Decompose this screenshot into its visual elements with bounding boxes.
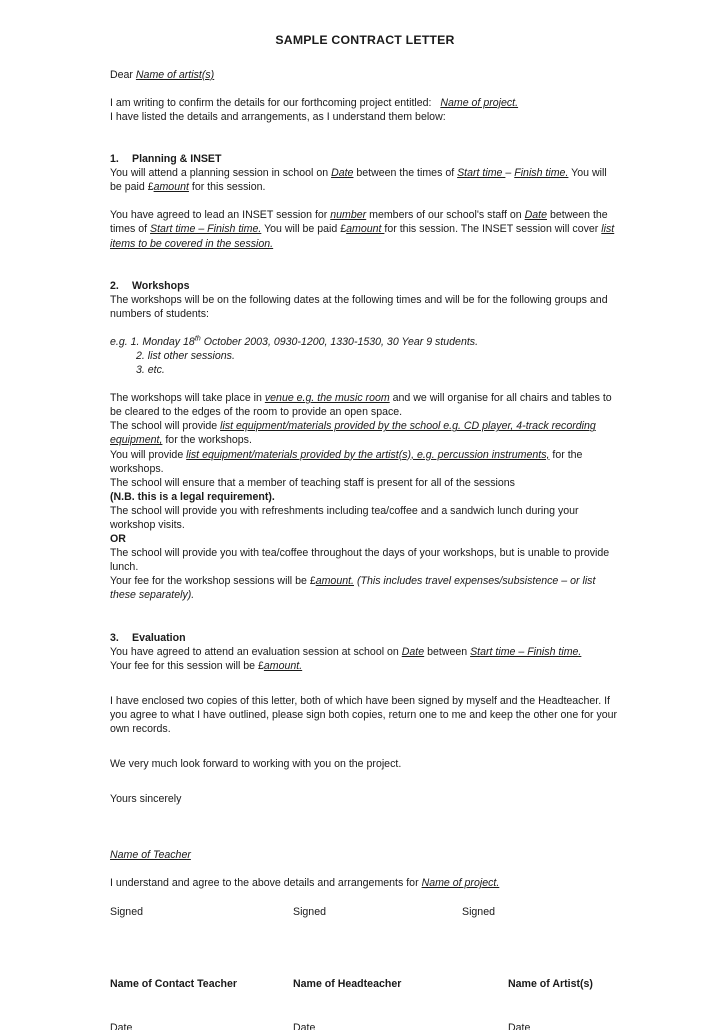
project-name-placeholder: Name of project. xyxy=(440,96,519,109)
intro-line-1 xyxy=(110,96,620,110)
date-label-headteacher: Date xyxy=(293,1021,316,1030)
enclosure-paragraph: I have enclosed two copies of this letter, both of which have been signed by myself and the Headteacher. If you agree to what I have outlined, please sign both copies, return one to me and keep the other one for your own records. xyxy=(110,694,618,736)
section-1-title: Planning & INSET xyxy=(132,153,222,166)
legal-requirement-note: (N.B. this is a legal requirement). xyxy=(110,490,275,503)
signed-labels-row xyxy=(110,905,620,921)
inset-times-placeholder: Start time – Finish time. xyxy=(150,223,262,236)
section-3-title: Evaluation xyxy=(132,631,186,644)
date-label-artist: Date xyxy=(508,1021,531,1030)
section-1-paragraph-2 xyxy=(110,208,620,250)
s3-p1-b: between xyxy=(424,645,471,658)
agreement-a: I understand and agree to the above details and arrangements for xyxy=(110,877,422,890)
artist-equipment-placeholder: list equipment/materials provided by the artist(s), e.g. percussion instruments, xyxy=(186,448,550,461)
signed-label-headteacher: Signed xyxy=(293,905,326,918)
artist-equipment-paragraph xyxy=(110,448,620,476)
signed-label-artist: Signed xyxy=(462,905,495,918)
signatory-names-row xyxy=(110,977,620,993)
s1-p1-a: You will attend a planning session in school on xyxy=(110,167,332,180)
agreement-line xyxy=(110,876,620,890)
s1-p1-dash: – xyxy=(505,167,515,180)
section-2-heading xyxy=(110,279,620,293)
salutation xyxy=(110,68,620,82)
s1-p1-b: between the times of xyxy=(353,167,458,180)
refreshments-option-1: The school will provide you with refreshments including tea/coffee and a sandwich lunch during your workshop visits. xyxy=(110,504,579,531)
section-3-number: 3. xyxy=(110,631,119,644)
signed-label-contact-teacher: Signed xyxy=(110,905,143,918)
school-equip-a: The school will provide xyxy=(110,420,221,433)
eg-1-b: October 2003, 0930-1200, 1330-1530, 30 Year 9 students. xyxy=(200,335,479,348)
s1-p1-d: for this session. xyxy=(188,181,266,194)
or-label: OR xyxy=(110,533,126,546)
evaluation-date-placeholder: Date xyxy=(401,645,425,658)
finish-time-placeholder: Finish time. xyxy=(514,167,569,180)
school-equip-b: for the workshops. xyxy=(162,434,252,447)
amount-placeholder: amount xyxy=(153,181,189,194)
workshop-fee-placeholder: amount. xyxy=(315,575,354,588)
venue-a: The workshops will take place in xyxy=(110,392,265,405)
date-label-contact-teacher: Date xyxy=(110,1021,133,1030)
venue-paragraph xyxy=(110,391,620,419)
inset-amount-placeholder: amount xyxy=(346,223,385,236)
teacher-name-placeholder: Name of Teacher xyxy=(110,849,191,862)
artist-equip-b: for the workshops. xyxy=(110,448,583,475)
section-2-title: Workshops xyxy=(132,279,190,292)
section-1-number: 1. xyxy=(110,153,119,166)
page-title: SAMPLE CONTRACT LETTER xyxy=(275,33,455,47)
s1-p1-c: You will be paid £ xyxy=(110,167,607,194)
s3-p1-a: You have agreed to attend an evaluation session at school on xyxy=(110,645,402,658)
agreement-project-placeholder: Name of project. xyxy=(421,877,500,890)
venue-placeholder: venue e.g. the music room xyxy=(264,392,390,405)
inset-items-placeholder: list items to be covered in the session. xyxy=(110,223,615,250)
refreshments-option-2: The school will provide you with tea/coffee throughout the days of your workshops, but is unable to provide lunch. xyxy=(110,547,610,574)
evaluation-fee-line xyxy=(110,659,620,673)
evaluation-fee-placeholder: amount. xyxy=(263,659,303,672)
sign-off: Yours sincerely xyxy=(110,793,182,806)
staff-presence-line: The school will ensure that a member of teaching staff is present for all of the sessions xyxy=(110,476,515,489)
evaluation-times-placeholder: Start time – Finish time. xyxy=(470,645,582,658)
section-1-heading xyxy=(110,152,620,166)
section-2-intro: The workshops will be on the following dates at the following times and will be for the following groups and numbers of students: xyxy=(110,293,608,320)
ordinal-suffix: th xyxy=(194,333,201,343)
example-session-2: 2. list other sessions. xyxy=(136,349,235,362)
venue-b: and we will organise for all chairs and tables to be cleared to the edges of the room to provide an open space. xyxy=(110,392,612,419)
salutation-prefix: Dear xyxy=(110,68,136,81)
s1-p2-d: You will be paid £ xyxy=(261,223,347,236)
section-2-number: 2. xyxy=(110,279,119,292)
artist-equip-a: You will provide xyxy=(110,448,187,461)
signatory-name-artist: Name of Artist(s) xyxy=(508,977,593,990)
school-equipment-placeholder: list equipment/materials provided by the school e.g. CD player, 4-track recording equipment, xyxy=(110,420,596,447)
inset-date-placeholder: Date xyxy=(524,209,548,222)
intro-text-a: I am writing to confirm the details for our forthcoming project entitled: xyxy=(110,96,432,109)
s1-p2-a: You have agreed to lead an INSET session for xyxy=(110,209,331,222)
date-placeholder: Date xyxy=(331,167,354,180)
s1-p2-b: members of our school's staff on xyxy=(366,209,525,222)
school-equipment-paragraph xyxy=(110,419,620,447)
fee-b: (This includes travel expenses/subsistence – or list these separately). xyxy=(110,575,596,602)
evaluation-session-line xyxy=(110,645,620,659)
date-labels-row xyxy=(110,1021,620,1030)
signatory-name-headteacher: Name of Headteacher xyxy=(293,977,402,990)
s1-p2-e: for this session. The INSET session will cover xyxy=(384,223,602,236)
intro-line-2: I have listed the details and arrangements, as I understand them below: xyxy=(110,110,446,123)
look-forward-paragraph: We very much look forward to working with you on the project. xyxy=(110,758,402,771)
section-3-heading xyxy=(110,631,620,645)
teacher-name-line xyxy=(110,848,620,862)
start-time-placeholder: Start time xyxy=(457,167,506,180)
fee-a: Your fee for the workshop sessions will be £ xyxy=(110,575,316,588)
signatory-name-contact-teacher: Name of Contact Teacher xyxy=(110,977,237,990)
s1-p2-c: between the times of xyxy=(110,209,608,236)
document-body xyxy=(110,33,620,1030)
number-placeholder: number xyxy=(330,209,367,222)
section-1-paragraph-1 xyxy=(110,166,620,194)
example-session-1 xyxy=(110,335,620,349)
eg-1-a: e.g. 1. Monday 18 xyxy=(110,335,195,348)
example-session-3: 3. etc. xyxy=(136,364,165,377)
workshop-fee-paragraph xyxy=(110,574,620,602)
artist-name-placeholder: Name of artist(s) xyxy=(135,68,215,81)
s3-p2-a: Your fee for this session will be £ xyxy=(110,659,264,672)
